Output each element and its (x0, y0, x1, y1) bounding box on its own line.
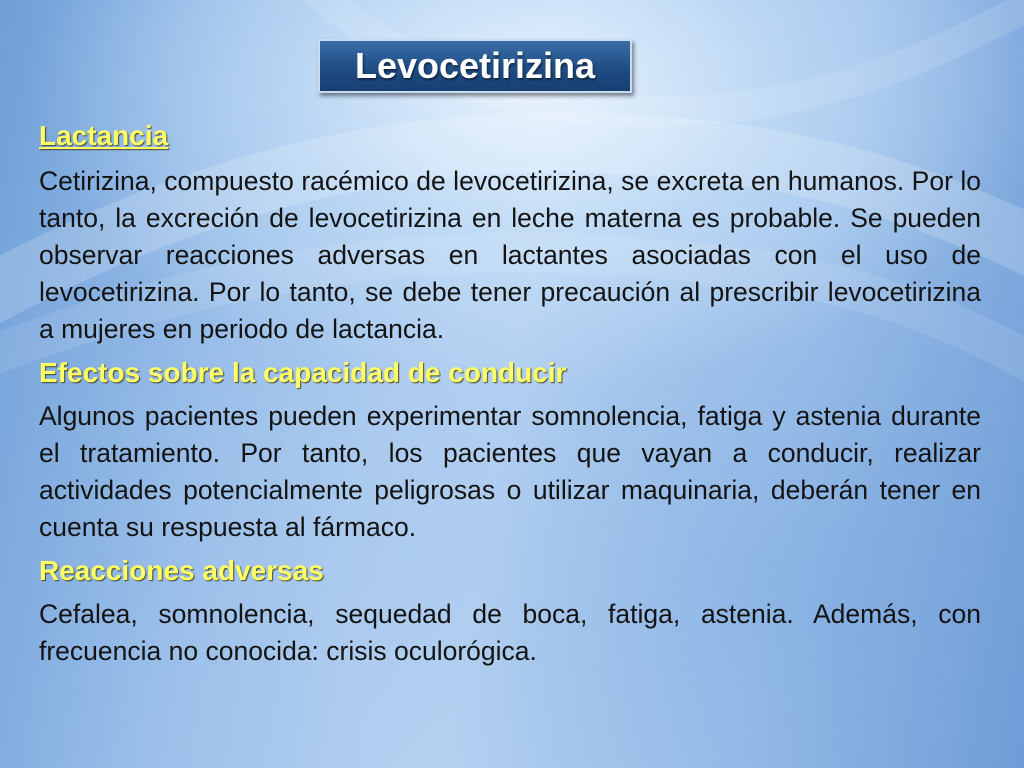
slide-title: Levocetirizina (354, 45, 596, 86)
section-text-reacciones: Cefalea, somnolencia, sequedad de boca, fatiga, astenia. Además, con frecuencia no conocida: crisis oculorógica. (39, 599, 981, 666)
section-heading-reacciones: Reacciones adversas (39, 555, 324, 586)
section-text-lactancia: Cetirizina, compuesto racémico de levocetirizina, se excreta en humanos. Por lo tanto, la excreción de levocetirizina en leche materna es probable. Se pueden observar reacciones adversas en lactantes asociadas con el uso de levocetirizina. Por lo tanto, se debe tener precaución al prescribir levocetirizina a mujeres en periodo de lactancia. (39, 166, 981, 344)
section-heading-efectos: Efectos sobre la capacidad de conducir (39, 357, 567, 388)
slide-content (39, 118, 981, 670)
section-text-efectos: Algunos pacientes pueden experimentar somnolencia, fatiga y astenia durante el tratamiento. Por tanto, los pacientes que vayan a conducir, realizar actividades potencialmente peligrosas o utilizar maquinaria, deberán tener en cuenta su respuesta al fármaco. (39, 401, 981, 542)
title-box (318, 39, 632, 93)
section-heading-lactancia: Lactancia (39, 120, 169, 151)
